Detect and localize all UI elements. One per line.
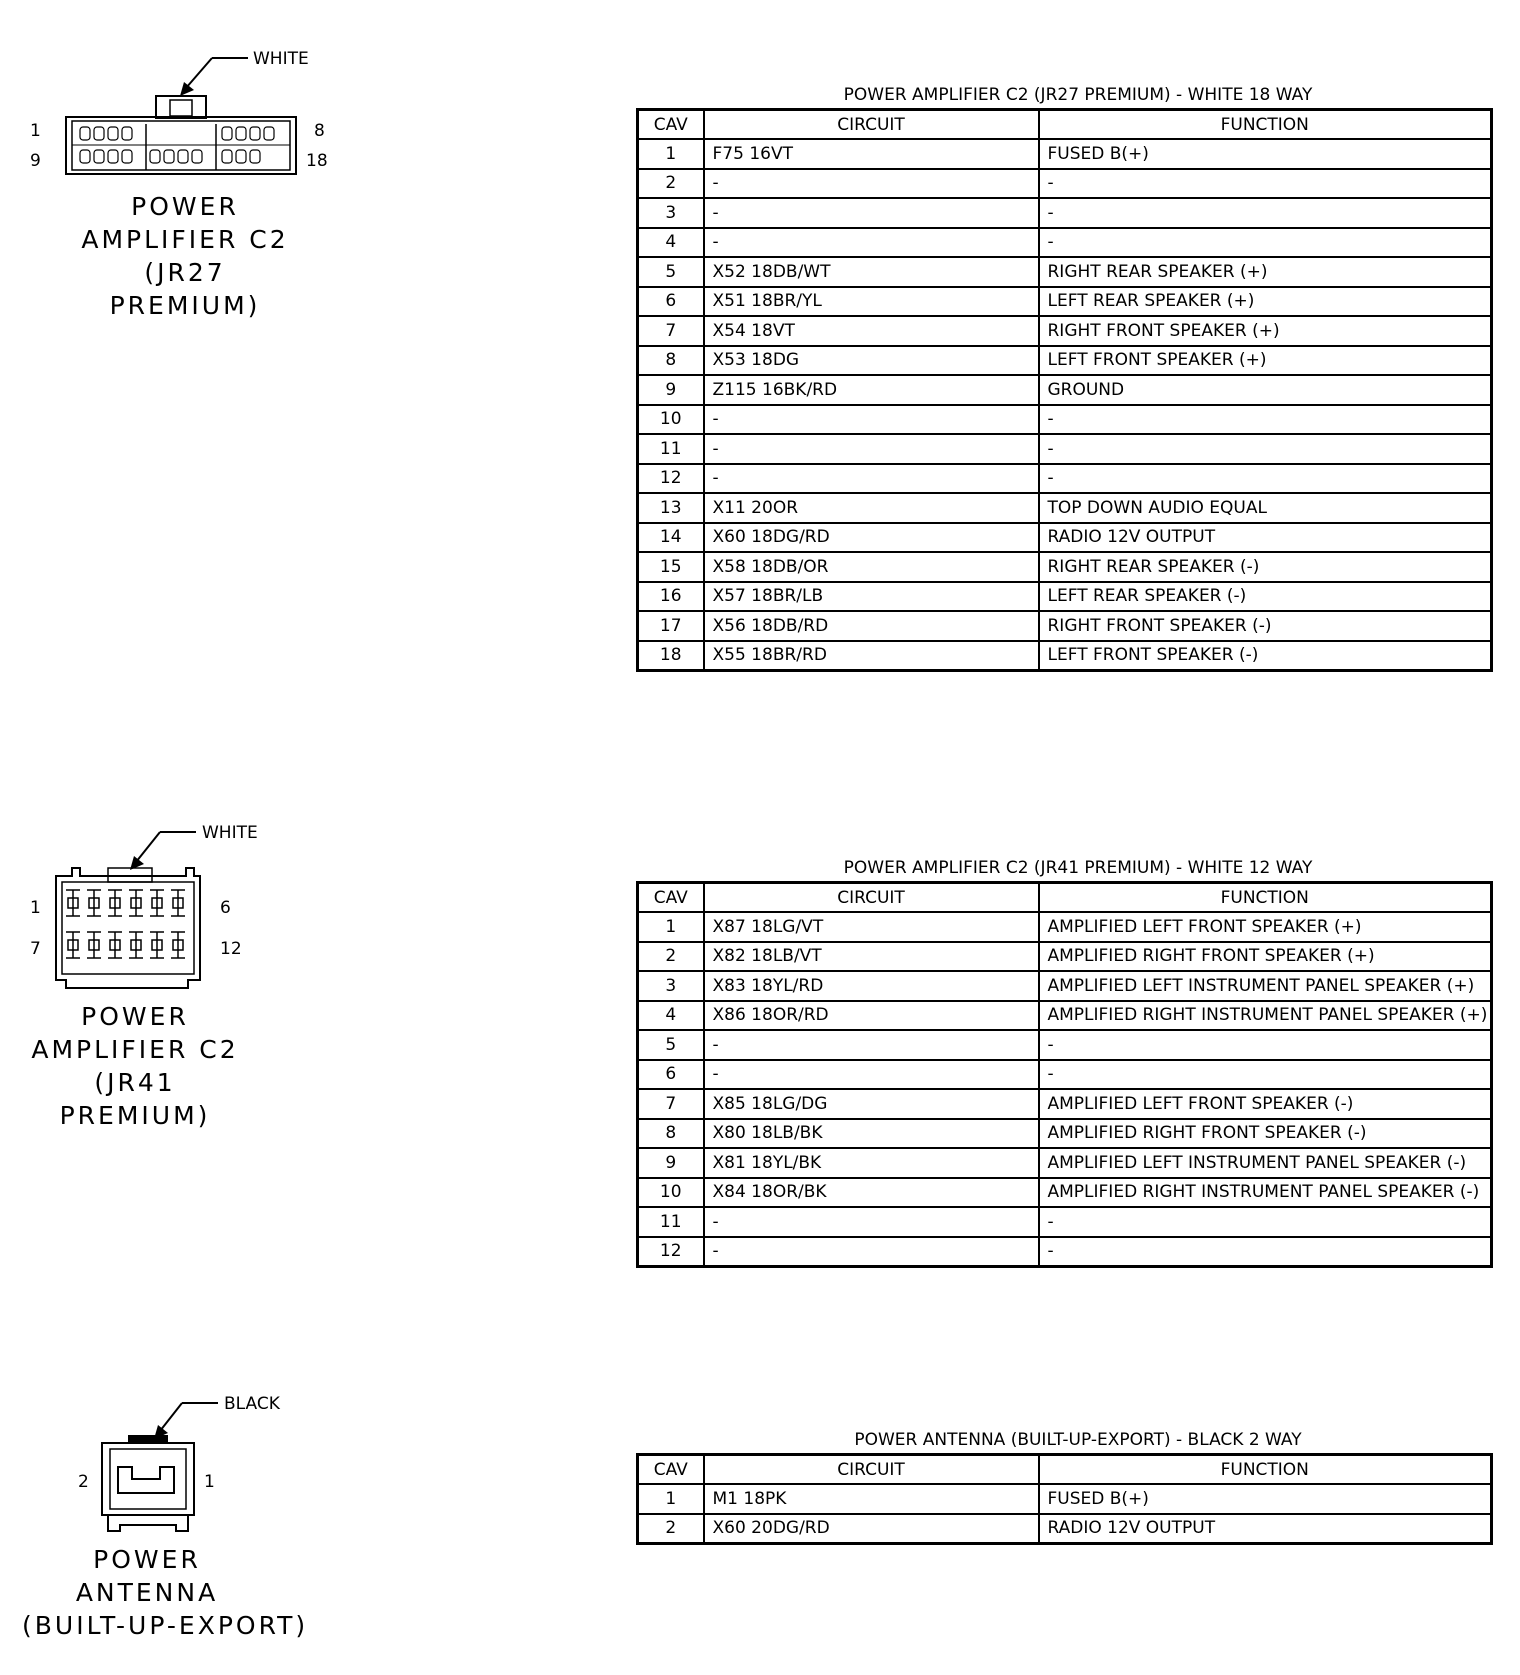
pin-cavity [264,127,274,140]
cell-circuit: - [704,1030,1039,1060]
cell-circuit: - [704,1237,1039,1267]
cell-cav: 12 [638,464,704,494]
cell-cav: 1 [638,912,704,942]
pin-label-7: 7 [30,939,41,959]
cell-circuit: - [704,405,1039,435]
pin-cavity [164,150,174,163]
cell-circuit: X80 18LB/BK [704,1119,1039,1149]
callout-color: WHITE [202,823,258,843]
cell-function: LEFT REAR SPEAKER (-) [1039,582,1492,612]
pin-cavity [94,150,104,163]
connector-label: POWER ANTENNA (BUILT-UP-EXPORT) [22,1545,309,1640]
pin-cavity [236,150,246,163]
header-circuit: CIRCUIT [704,883,1039,913]
table-row [638,1514,1492,1544]
pin-cavity [122,127,132,140]
cell-cav: 2 [638,1514,704,1544]
connector-label: POWER AMPLIFIER C2 (JR41 PREMIUM) [31,1002,239,1130]
cell-function: LEFT REAR SPEAKER (+) [1039,287,1492,317]
pin-terminal [129,890,143,916]
callout-color: BLACK [224,1394,280,1414]
pin-terminal [150,932,164,958]
cell-circuit: X60 20DG/RD [704,1514,1039,1544]
cell-cav: 4 [638,228,704,258]
cell-circuit: X86 18OR/RD [704,1001,1039,1031]
header-function: FUNCTION [1039,1455,1492,1485]
cell-cav: 1 [638,1484,704,1514]
cell-function: RIGHT REAR SPEAKER (+) [1039,257,1492,287]
cell-function: - [1039,1237,1492,1267]
header-circuit: CIRCUIT [704,110,1039,140]
connector-label: POWER AMPLIFIER C2 (JR27 PREMIUM) [81,192,289,320]
cell-circuit: X83 18YL/RD [704,971,1039,1001]
pin-label-1: 1 [30,121,41,141]
table-row [638,139,1492,169]
cell-circuit: X53 18DG [704,346,1039,376]
cell-cav: 15 [638,552,704,582]
table-row [638,346,1492,376]
cell-function: FUSED B(+) [1039,1484,1492,1514]
cell-cav: 11 [638,1207,704,1237]
cell-function: - [1039,1207,1492,1237]
table-row [638,493,1492,523]
connector-antenna [0,1375,440,1675]
table-title: POWER ANTENNA (BUILT-UP-EXPORT) - BLACK 2 WAY [854,1430,1302,1450]
cell-cav: 5 [638,1030,704,1060]
table-jr27 [636,82,1490,672]
pinout-table [636,108,1493,672]
cell-circuit: X56 18DB/RD [704,611,1039,641]
cell-cav: 10 [638,405,704,435]
cell-cav: 4 [638,1001,704,1031]
cell-function: AMPLIFIED RIGHT INSTRUMENT PANEL SPEAKER (-) [1039,1178,1492,1208]
pin-label-6: 6 [220,898,231,918]
cell-cav: 3 [638,198,704,228]
table-row [638,287,1492,317]
cell-circuit: - [704,464,1039,494]
cell-cav: 2 [638,169,704,199]
header-circuit: CIRCUIT [704,1455,1039,1485]
cell-function: AMPLIFIED RIGHT FRONT SPEAKER (+) [1039,942,1492,972]
pin-label-9: 9 [30,151,41,171]
cell-cav: 2 [638,942,704,972]
cell-circuit: Z115 16BK/RD [704,375,1039,405]
table-row [638,1207,1492,1237]
cell-function: AMPLIFIED RIGHT INSTRUMENT PANEL SPEAKER (+) [1039,1001,1492,1031]
header-cav: CAV [638,883,704,913]
table-row [638,1060,1492,1090]
pin-label-2: 2 [78,1472,89,1492]
header-function: FUNCTION [1039,883,1492,913]
cell-function: - [1039,169,1492,199]
cell-function: LEFT FRONT SPEAKER (-) [1039,641,1492,671]
cell-function: RADIO 12V OUTPUT [1039,523,1492,553]
cell-cav: 9 [638,375,704,405]
pin-terminal [129,932,143,958]
pin-label-12: 12 [220,939,242,959]
pin-cavity [80,150,90,163]
table-row [638,1089,1492,1119]
cell-function: - [1039,434,1492,464]
cell-cav: 12 [638,1237,704,1267]
pinout-table [636,881,1493,1268]
cell-circuit: X87 18LG/VT [704,912,1039,942]
cell-function: - [1039,1060,1492,1090]
cell-circuit: X60 18DG/RD [704,523,1039,553]
cell-circuit: X55 18BR/RD [704,641,1039,671]
cell-cav: 6 [638,287,704,317]
cell-function: AMPLIFIED RIGHT FRONT SPEAKER (-) [1039,1119,1492,1149]
pin-cavity [192,150,202,163]
pin-terminal [87,890,101,916]
table-row [638,912,1492,942]
cell-cav: 18 [638,641,704,671]
pin-cavity [178,150,188,163]
table-row [638,523,1492,553]
header-cav: CAV [638,110,704,140]
cell-circuit: X54 18VT [704,316,1039,346]
table-title: POWER AMPLIFIER C2 (JR27 PREMIUM) - WHITE 18 WAY [843,85,1313,105]
pin-terminal [171,890,185,916]
table-row [638,1119,1492,1149]
cell-circuit: X51 18BR/YL [704,287,1039,317]
cell-function: AMPLIFIED LEFT FRONT SPEAKER (+) [1039,912,1492,942]
table-row [638,582,1492,612]
pinout-table [636,1453,1493,1545]
cell-circuit: F75 16VT [704,139,1039,169]
cell-circuit: X52 18DB/WT [704,257,1039,287]
cell-circuit: - [704,169,1039,199]
cell-circuit: X58 18DB/OR [704,552,1039,582]
cell-circuit: - [704,1060,1039,1090]
table-row [638,552,1492,582]
table-row [638,1148,1492,1178]
cell-function: - [1039,228,1492,258]
table-row [638,942,1492,972]
table-row [638,316,1492,346]
table-row [638,375,1492,405]
cell-cav: 7 [638,316,704,346]
header-function: FUNCTION [1039,110,1492,140]
cell-function: RIGHT FRONT SPEAKER (-) [1039,611,1492,641]
cell-cav: 13 [638,493,704,523]
cell-function: GROUND [1039,375,1492,405]
pin-cavity [236,127,246,140]
cell-cav: 1 [638,139,704,169]
pin-terminal [108,932,122,958]
cell-cav: 8 [638,1119,704,1149]
table-row [638,169,1492,199]
table-row [638,1030,1492,1060]
cell-function: RADIO 12V OUTPUT [1039,1514,1492,1544]
cell-cav: 16 [638,582,704,612]
pin-terminal [108,890,122,916]
pin-cavity [94,127,104,140]
table-row [638,1001,1492,1031]
pin-cavity [250,150,260,163]
pin-terminal [66,890,80,916]
cell-cav: 5 [638,257,704,287]
table-row [638,611,1492,641]
cell-function: RIGHT FRONT SPEAKER (+) [1039,316,1492,346]
table-row [638,257,1492,287]
cell-circuit: - [704,198,1039,228]
cell-circuit: - [704,434,1039,464]
pin-cavity [122,150,132,163]
cell-cav: 11 [638,434,704,464]
table-row [638,1237,1492,1267]
pin-label-1: 1 [30,898,41,918]
pin-cavity [108,150,118,163]
table-row [638,434,1492,464]
table-row [638,641,1492,671]
cell-cav: 8 [638,346,704,376]
cell-function: RIGHT REAR SPEAKER (-) [1039,552,1492,582]
cell-function: - [1039,464,1492,494]
pin-label-8: 8 [314,121,325,141]
cell-circuit: X85 18LG/DG [704,1089,1039,1119]
table-jr41 [636,855,1490,1268]
table-row [638,198,1492,228]
cell-cav: 17 [638,611,704,641]
cell-cav: 14 [638,523,704,553]
connector-jr41 [0,800,440,1140]
cell-function: AMPLIFIED LEFT INSTRUMENT PANEL SPEAKER (-) [1039,1148,1492,1178]
table-row [638,464,1492,494]
pin-cavity [250,127,260,140]
pin-label-1: 1 [204,1472,215,1492]
pin-terminal [150,890,164,916]
cell-cav: 3 [638,971,704,1001]
pin-cavity [80,127,90,140]
cell-circuit: X57 18BR/LB [704,582,1039,612]
table-antenna [636,1427,1490,1545]
cell-circuit: X84 18OR/BK [704,1178,1039,1208]
cell-circuit: X11 20OR [704,493,1039,523]
cell-circuit: - [704,1207,1039,1237]
cell-cav: 7 [638,1089,704,1119]
table-row [638,1484,1492,1514]
cell-circuit: X82 18LB/VT [704,942,1039,972]
cell-cav: 10 [638,1178,704,1208]
header-cav: CAV [638,1455,704,1485]
pin-cavity [222,150,232,163]
table-title: POWER AMPLIFIER C2 (JR41 PREMIUM) - WHITE 12 WAY [843,858,1313,878]
callout-color: WHITE [253,49,309,69]
cell-function: AMPLIFIED LEFT FRONT SPEAKER (-) [1039,1089,1492,1119]
cell-function: - [1039,1030,1492,1060]
cell-function: LEFT FRONT SPEAKER (+) [1039,346,1492,376]
pin-terminal [66,932,80,958]
pin-label-18: 18 [306,151,328,171]
connector-jr27 [0,0,440,330]
cell-function: FUSED B(+) [1039,139,1492,169]
pin-cavity [222,127,232,140]
table-row [638,228,1492,258]
cell-cav: 6 [638,1060,704,1090]
cell-function: TOP DOWN AUDIO EQUAL [1039,493,1492,523]
cell-function: AMPLIFIED LEFT INSTRUMENT PANEL SPEAKER (+) [1039,971,1492,1001]
cell-function: - [1039,198,1492,228]
table-row [638,405,1492,435]
pin-terminal [171,932,185,958]
table-row [638,971,1492,1001]
cell-circuit: - [704,228,1039,258]
cell-cav: 9 [638,1148,704,1178]
pin-terminal [87,932,101,958]
cell-circuit: X81 18YL/BK [704,1148,1039,1178]
table-row [638,1178,1492,1208]
pin-cavity [150,150,160,163]
cell-function: - [1039,405,1492,435]
cell-circuit: M1 18PK [704,1484,1039,1514]
pin-cavity [108,127,118,140]
